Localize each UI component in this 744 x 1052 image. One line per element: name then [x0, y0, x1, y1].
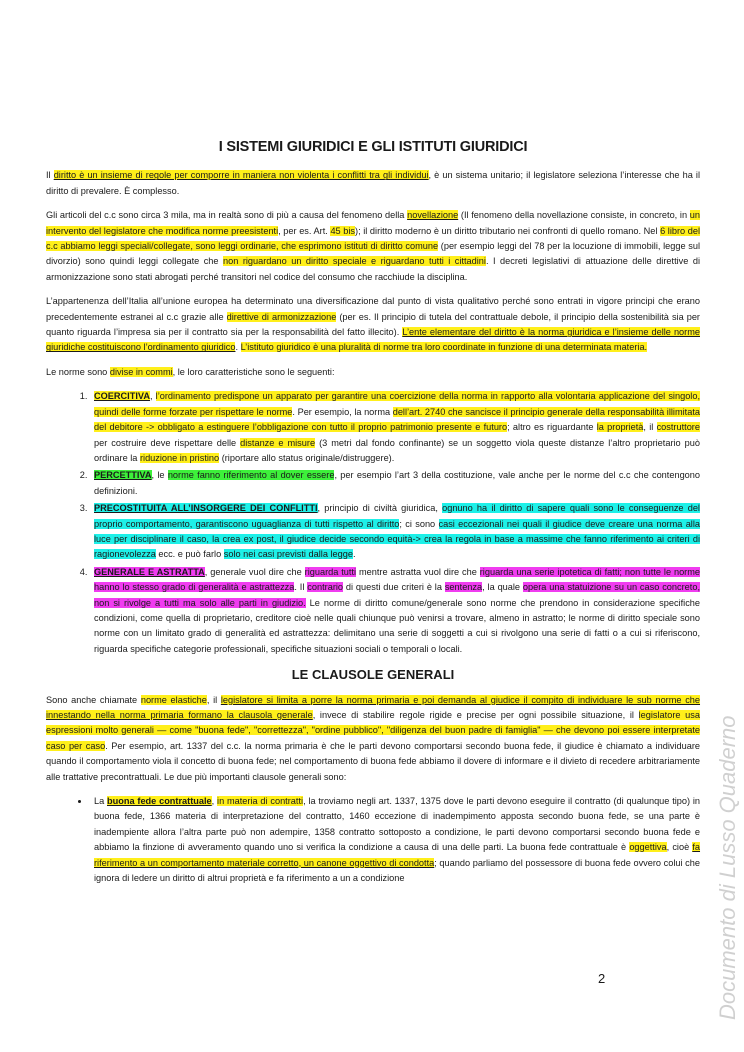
list-item-percettiva — [90, 468, 700, 499]
highlight: novellazione — [407, 210, 459, 221]
text: . — [235, 342, 241, 353]
text: ; altro es riguardante — [507, 422, 597, 433]
text: , la quale — [482, 582, 523, 593]
text: , il — [206, 694, 221, 705]
highlight: riguarda una serie ipotetica di fatti; non tutte le norme hanno lo stesso grado di generalità e astrattezza — [94, 566, 701, 593]
list-item-buona-fede — [90, 794, 700, 886]
highlight: diritto è un insieme di regole per comporre in maniera non violenta i conflitti tra gli individui — [53, 170, 429, 181]
text: , le loro caratteristiche sono le seguenti: — [172, 366, 335, 377]
text: , per es. Art. — [278, 225, 331, 236]
highlight: non riguardano un diritto speciale e riguardano tutti i cittadini — [223, 256, 486, 267]
paragraph-diritto — [46, 168, 700, 199]
text: . Per esempio, la norma — [292, 406, 393, 417]
highlight: L’ente elementare del diritto è la norma giuridica e l’insieme delle norme giuridiche costituiscono l’ordinamento giuridico — [46, 327, 700, 353]
text: . Il — [294, 582, 308, 593]
highlight: oggettiva — [629, 842, 667, 853]
highlight: 6 libro del c.c abbiamo leggi speciali/collegate, sono leggi ordinarie, che esprimono istituti di diritto comune — [46, 225, 700, 252]
highlight: buona fede contrattuale — [107, 796, 212, 807]
highlight: 45 bis — [330, 225, 356, 236]
highlight: contrario — [307, 582, 344, 593]
characteristics-list — [46, 389, 700, 657]
highlight: PRECOSTITUITA ALL’INSORGERE DEI CONFLITTI — [94, 503, 318, 514]
highlight: un intervento del legislatore che modifica norme preesistenti — [46, 210, 700, 236]
text: , la troviamo negli art. 1337, 1375 dove le parti devono eseguire il contratto (di qualunque tipo) in buona fede, 1366 materia di interpretazione del contratto, 1460 eccezione di inadempimento apposta secondo buona fede, se una parte è inadempiente allora l’altra parte può non adempire, 1358 contratto sottoposto a condizione, le parti devono comportarsi secondo buona fede e abbiamo la finzione di avveramento quando uno si verifica la condizione a causa di una delle parti. La buona fede contrattuale è — [94, 796, 701, 853]
text: La — [94, 796, 108, 807]
document-page — [46, 140, 700, 886]
text: mentre astratta vuol dire che — [356, 566, 480, 577]
highlight: PERCETTIVA — [94, 470, 152, 481]
highlight: norme fanno riferimento al dover essere — [167, 470, 335, 481]
highlight: fa riferimento a un comportamento materiale corretto, un canone oggettivo di condotta — [94, 842, 701, 868]
text: , — [149, 391, 156, 402]
paragraph-clausole — [46, 693, 700, 785]
watermark-text: Documento di Lusso Quaderno — [715, 715, 740, 1020]
text: di questi due criteri è la — [343, 582, 445, 593]
section-title: LE CLAUSOLE GENERALI — [291, 667, 455, 683]
highlight: legislatore usa espressioni molto generali — come "buona fede", "correttezza", "ordine pubblico", "diligenza del buon padre di famiglia" — che devono poi essere interpretate caso per caso — [46, 710, 700, 751]
text: , è un sistema unitario; il legislatore seleziona l’interesse che ha il diritto di prevalere. È complesso. — [46, 170, 700, 196]
highlight: dell’art. 2740 che sancisce il principio generale della responsabilità illimitata del debitore -> obbligato a estinguere l’obbligazione con tutto il proprio patrimonio presente e futuro — [94, 406, 700, 433]
text: Le norme sono — [46, 366, 110, 377]
text: ); il diritto moderno è un diritto tributario nei confronti di quello romano. Nel — [355, 225, 661, 236]
text: , il — [643, 422, 657, 433]
text: per costruire deve rispettare delle — [94, 437, 241, 448]
text: Sono anche chiamate — [46, 694, 141, 705]
text: , — [211, 796, 218, 807]
highlight: costruttore — [656, 422, 700, 433]
text: . I decreti legislativi di attuazione delle direttive di armonizzazione sono stati abrogati perché transitori nel codice del consumo che racchiude la disciplina. — [46, 256, 700, 282]
highlight: la proprietà — [596, 422, 644, 433]
text: ecc. e può farlo — [155, 549, 224, 560]
highlight: riguarda tutti — [304, 566, 357, 577]
text: , cioè — [666, 842, 693, 853]
highlight: opera una statuizione su un caso concreto, non si rivolge a tutti ma solo alle parti in giudizio. — [94, 582, 701, 608]
text: (riportare allo status originale/distruggere). — [219, 452, 395, 463]
highlight: legislatore si limita a porre la norma primaria e poi demanda al giudice il compito di individuare le sub norme che innestando nella norma primaria formano la clausola generale — [46, 694, 701, 720]
text: (per es. Il principio di tutela del contrattuale debole, il principio della sostenibilità sia per quanto riguarda l’impresa sia per il contratto sia per la responsabilità del fatto illecito). — [46, 311, 700, 338]
highlight: GENERALE E ASTRATTA — [94, 566, 205, 577]
text: (3 metri dal fondo confinante) se un soggetto viola queste distanze l’altro proprietario può ordinare la — [94, 437, 700, 463]
highlight: norme elastiche — [140, 694, 207, 705]
highlight: in materia di contratti — [217, 796, 304, 807]
highlight: ognuno ha il diritto di sapere quali sono le conseguenze del proprio comportamento, garantiscono uguaglianza di tutti rispetto al diritto — [94, 503, 700, 529]
text: Le norme di diritto comune/generale sono norme che prendono in considerazione specifiche condizioni, come quella di proprietario, creditore cioè nelle quali chiunque può venirsi a trovare, almeno in astratto; le norme di diritto speciale sono norme con un limitato grado di generalità ed astrattezza: delimitano una serie di soggetti a cui si rivolgono una serie di fatti o a cui si riferiscono, riguarda specifiche categorie professionali, specifiche situazioni sociali o temporali o locali. — [94, 597, 701, 654]
highlight: COERCITIVA — [94, 391, 150, 402]
text: (per esempio leggi del 78 per la locuzione di immobili, legge sul divorzio) sono quindi leggi collegate che — [46, 241, 700, 267]
list-item-generale-astratta — [90, 565, 700, 657]
text: , generale vuol dire che — [204, 566, 305, 577]
text: ; ci sono — [399, 518, 439, 529]
highlight: solo nei casi previsti dalla legge — [223, 549, 353, 560]
highlight: l’ordinamento predispone un apparato per garantire una coercizione della norma in rapporto alla volontaria applicazione del singolo, quindi delle forme forzate per rispettare le norme — [94, 391, 701, 417]
highlight: divise in commi — [109, 366, 173, 377]
list-item-coercitiva — [90, 389, 700, 466]
text: Il — [46, 170, 54, 181]
page-number: 2 — [598, 971, 606, 986]
text: , invece di stabilire regole rigide e precise per ogni possibile situazione, il — [312, 710, 639, 720]
text: , principio di civiltà giuridica, — [317, 503, 443, 514]
paragraph-norme — [46, 365, 700, 380]
highlight: L’istituto giuridico è una pluralità di norme tra loro coordinate in funzione di una determinata materia. — [240, 342, 648, 353]
text: , per esempio l’art 3 della costituzione, vale anche per le norme del c.c che contengono definizioni. — [94, 470, 701, 496]
highlight: direttive di armonizzazione — [226, 311, 337, 322]
text: Gli articoli del c.c sono circa 3 mila, ma in realtà sono di più a causa del fenomeno della — [46, 210, 408, 221]
page-title: I SISTEMI GIURIDICI E GLI ISTITUTI GIURIDICI — [218, 139, 528, 155]
text: , le — [151, 470, 168, 481]
highlight: riduzione in pristino — [139, 452, 220, 463]
text: ; quando parliamo del possessore di buona fede ovvero colui che ignora di ledere un diritto di altrui proprietà e fa riferimento a un a condizione — [94, 857, 700, 884]
list-item-precostituita — [90, 501, 700, 563]
paragraph-unione-europea — [46, 294, 700, 356]
text: (Il fenomeno della novellazione consiste, in concreto, in — [458, 210, 690, 221]
text: . — [352, 549, 356, 560]
highlight: casi eccezionali nei quali il giudice deve creare una norma alla luce per disciplinare il caso, la crea ex post, il giudice decide secondo equità-> crea la regola in base a massime che fanno riferimento ai criteri di ragionevolezza — [94, 518, 700, 560]
highlight: distanze e misure — [240, 437, 316, 448]
text: . Per esempio, art. 1337 del c.c. la norma primaria è che le parti devono comportarsi secondo buona fede, il giudice è chiamato a individuare quando il comportamento viola il concetto di buona fede; nel comportamento di buona fede abbiamo il dovere di informare e il divieto di recedere arbitrariamente alle trattative precontrattuali. Le due più importanti clausole generali sono: — [46, 740, 700, 782]
clausole-list — [46, 794, 700, 886]
highlight: sentenza — [444, 582, 483, 593]
text: L’appartenenza dell’Italia all’unione europea ha determinato una diversificazione dal punto di vista qualitativo perché sono entrati in vigore principi che erano precedentemente estranei al c.c grazie alle — [46, 296, 700, 322]
paragraph-articoli — [46, 208, 700, 285]
